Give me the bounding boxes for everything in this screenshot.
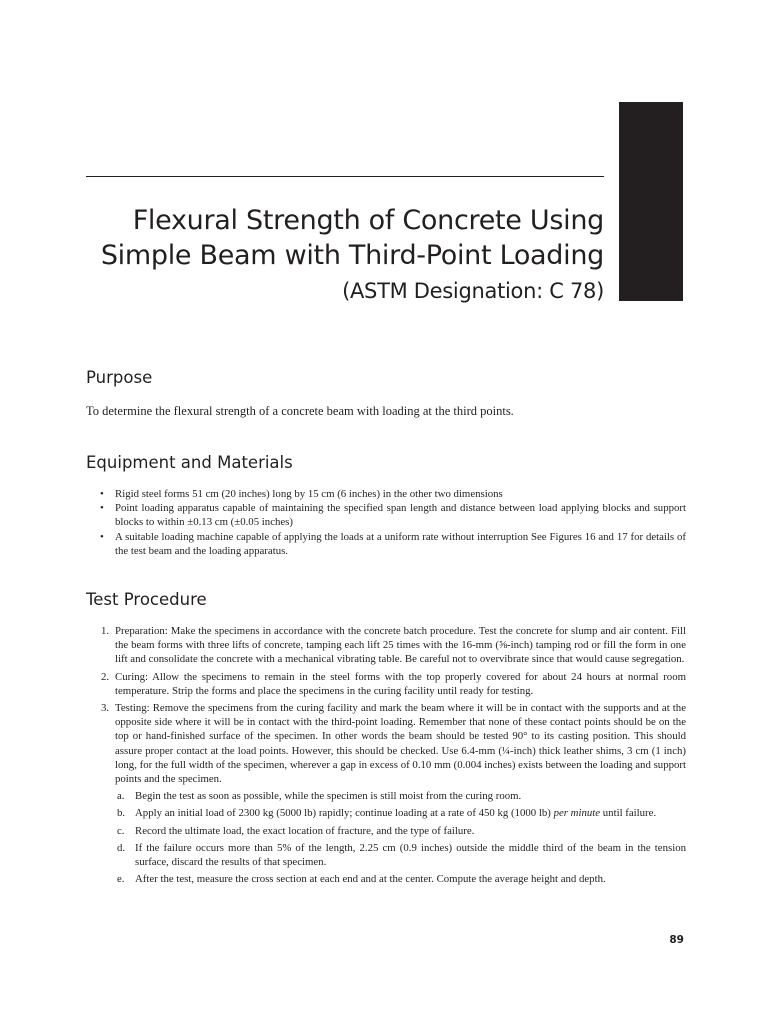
substep-text: Record the ultimate load, the exact location of fracture, and the type of failure. <box>135 824 475 837</box>
testing-substeps <box>115 789 686 886</box>
substep-italic-text: per minute <box>553 807 601 820</box>
page-number: 89 <box>669 934 684 946</box>
procedure-step <box>86 670 686 698</box>
substep-letter: a. <box>117 790 125 803</box>
substep-text: After the test, measure the cross section at each end and at the center. Compute the average height and depth. <box>135 873 606 886</box>
equipment-item: • A suitable loading machine capable of applying the loads at a uniform rate without interruption See Figures 16 and 17 for details of the test beam and the loading apparatus. <box>86 530 686 558</box>
substep-text: If the failure occurs more than 5% of the length, 2.25 cm (0.9 inches) outside the middle third of the beam in the tension surface, discard the results of that specimen. <box>135 841 686 869</box>
purpose-heading: Purpose <box>86 368 153 387</box>
step-number: 3. <box>101 702 110 715</box>
procedure-heading: Test Procedure <box>86 590 207 609</box>
page-title-line-2: Simple Beam with Third-Point Loading <box>100 240 604 271</box>
step-number: 2. <box>101 670 110 683</box>
substep <box>115 789 686 803</box>
equipment-item: • Point loading apparatus capable of maintaining the specified span length and distance between load applying blocks and support blocks to within ±0.13 cm (±0.05 inches) <box>86 501 686 529</box>
procedure-list <box>86 624 686 889</box>
substep-letter: c. <box>117 824 125 837</box>
procedure-step <box>86 701 686 886</box>
chapter-tab <box>619 102 683 301</box>
substep <box>115 824 686 838</box>
page-title-line-1: Flexural Strength of Concrete Using <box>132 205 604 236</box>
purpose-text: To determine the flexural strength of a concrete beam with loading at the third points. <box>86 404 514 418</box>
step-text: Curing: Allow the specimens to remain in the steel forms with the top properly covered for about 24 hours at normal room temperature. Strip the forms and place the specimens in the curing facility until ready for testing. <box>115 670 686 697</box>
procedure-step <box>86 624 686 667</box>
step-number: 1. <box>101 625 110 637</box>
substep-letter: e. <box>117 873 125 886</box>
equipment-list <box>86 487 686 558</box>
substep-text: Apply an initial load of 2300 kg (5000 lb) rapidly; continue loading at a rate of 450 kg (1000 lb) <box>135 807 554 820</box>
substep-text-end: until failure. <box>600 807 657 820</box>
substep-letter: b. <box>117 807 126 820</box>
title-rule <box>86 176 604 177</box>
equipment-heading: Equipment and Materials <box>86 453 293 472</box>
step-text: Testing: Remove the specimens from the curing facility and mark the beam where it will be in contact with the supports and at the opposite side where it will be in contact with the third-point loading. Remember that none of these contact points should be on the top or hand-finished surface of the specimen. In other words the beam should be tested 90° to its casting position. This should assure proper contact at the load points. However, this should be checked. Use 6.4-mm (¼-inch) thick leather shims, 3 cm (1 inch) long, for the full width of the specimen, wherever a gap in excess of 0.10 mm (0.004 inches) exists between the loading and support points and the specimen. <box>115 702 686 786</box>
step-text: Preparation: Make the specimens in accordance with the concrete batch procedure. Test the concrete for slump and air content. Fill the beam forms with three lifts of concrete, tamping each lift 25 times with the 16-mm (⅝-inch) tamping rod or fill the form in one lift and consolidate the concrete with a mechanical vibrating table. Be careful not to overvibrate since that would cause segregation. <box>115 625 686 666</box>
substep <box>115 841 686 869</box>
astm-designation: (ASTM Designation: C 78) <box>342 279 604 303</box>
substep <box>115 872 686 886</box>
substep-letter: d. <box>117 841 126 854</box>
equipment-item: • Rigid steel forms 51 cm (20 inches) long by 15 cm (6 inches) in the other two dimensions <box>86 487 686 501</box>
substep-text: Begin the test as soon as possible, while the specimen is still moist from the curing room. <box>135 790 522 803</box>
substep <box>115 806 686 820</box>
